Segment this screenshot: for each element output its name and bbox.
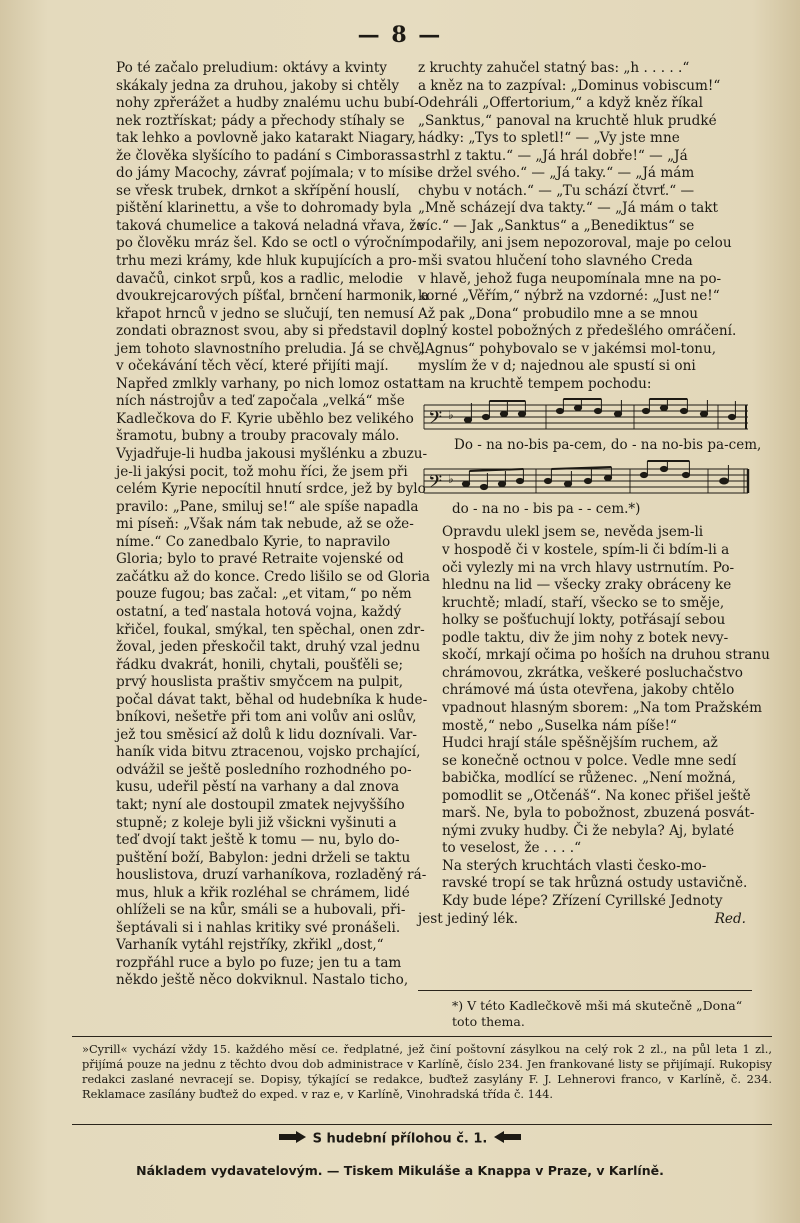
music-example: [418, 397, 762, 518]
text-line: někdo ještě něco dokviknul. Nastalo ticho,: [116, 972, 409, 989]
text-line: šeptávali si i nahlas kritiky své pronášeli.: [116, 919, 401, 936]
text-line: puštění boží, Babylon: jedni drželi se taktu: [116, 849, 411, 866]
text-line: Vyjadřuje-li hudba jakousi myšlénku a zbuzu-: [116, 446, 428, 463]
text-line: prvý houslista praštiv smyčcem na pulpit,: [116, 674, 404, 691]
text-line: zondati obraznost svou, aby si představil do-: [116, 323, 423, 340]
text-line: se vřesk trubek, drnkot a skřípění houslí,: [116, 182, 400, 199]
text-line: v hlavě, jehož fuga neupomínala mne na po-: [418, 270, 722, 287]
music-lyrics-line-1: Do - na no-bis pa-cem, do - na no-bis pa-cem,: [454, 437, 762, 454]
text-line: trhu mezi krámy, kde hluk kupujících a pro-: [116, 253, 417, 270]
text-line: Kdy bude lépe? Zřízení Cyrillské Jednoty: [442, 892, 723, 909]
text-line: Odehráli „Offertorium,“ a když kněz říkal: [418, 95, 703, 112]
text-line: podle taktu, div že jim nohy z botek nevy-: [442, 629, 729, 646]
notice-divider: [72, 1036, 772, 1037]
text-line: kruchtě; mladí, staří, všecko se to směje,: [442, 594, 725, 611]
text-line: nek roztřískat; pády a přechody stíhaly se: [116, 112, 405, 129]
left-column: [92, 60, 430, 990]
text-line: v hospodě či v kostele, spím-li či bdím-li a: [442, 542, 730, 559]
text-line: houslistova, druzí varhaníkova, rozladěný rá-: [116, 867, 427, 884]
text-line: nohy zpřerážet a hudby znalému uchu bubí-: [116, 95, 419, 112]
text-line: že člověka slyšícího to padání s Cimborassa: [116, 147, 418, 164]
text-line: takt; nyní ale dostoupil zmatek nejvyššího: [116, 796, 405, 813]
music-lyrics-line-2: do - na no - bis pa - - cem.*): [452, 500, 641, 517]
text-line: babička, modlící se růženec. „Není možná,: [442, 770, 736, 787]
text-line: pištění klarinettu, a vše to dohromady byla: [116, 200, 412, 217]
music-staff-1: [418, 397, 752, 437]
subscription-notice: »Cyrill« vychází vždy 15. každého měsí ce. ředplatné, jež činí poštovní zásylkou na celý rok 2 zl., na půl leta 1 zl., přijímá pouze na jednu z těchto dvou dob administrace v Karlíně, číslo 234. Jen frankované listy se přijímají. Rukopisy redakci zaslané nevracejí se. Dopisy, týkající se redakce, buďtež zasylány F. J. Lehnerovi franco, v Karlíně, č. 234. Reklamace zasílány buďtež do exped. v raz e, v Karlíně, Vinohradská třída č. 144.: [82, 1042, 772, 1101]
right-column: [418, 60, 770, 928]
text-line: jež tou směsicí až dolů k lidu doznívali. Var-: [116, 726, 417, 743]
right-paragraph-4-end: [418, 911, 752, 929]
text-line: holky se pošťuchují lokty, potřásají sebou: [442, 612, 726, 629]
svg-text:𝄢: 𝄢: [428, 471, 443, 497]
text-line: taková chumelice a taková neladná vřava, že: [116, 217, 425, 234]
text-line: z kruchty zahučel statný bas: „h . . . . .“: [418, 60, 690, 76]
supplement-line: [0, 1130, 800, 1148]
text-line: pomodlit se „Otčenáš“. Na konec přišel ještě: [442, 787, 751, 804]
text-line: tam na kruchtě tempem pochodu:: [418, 375, 652, 392]
text-line: Napřed zmlkly varhany, po nich lomoz ostat-: [116, 375, 423, 392]
text-line: teď dvojí takt ještě k tomu — nu, bylo do-: [116, 832, 400, 849]
right-paragraph-1: [418, 60, 752, 393]
text-line: davačů, cinkot srpů, kos a radlic, melodie: [116, 270, 404, 287]
text-line: mi píseň: „Však nám tak nebude, až se ože-: [116, 516, 414, 533]
left-paragraph-2: [92, 937, 409, 990]
text-line: víc.“ — Jak „Sanktus“ a „Benediktus“ se: [418, 217, 695, 234]
text-line: korné „Věřím,“ nýbrž na vzdorné: „Just ne!“: [418, 288, 720, 305]
text-line: pravilo: „Pane, smiluj se!“ ale spíše napadla: [116, 498, 419, 515]
text-line: „Agnus“ pohybovalo se v jakémsi mol-tonu,: [418, 340, 717, 357]
text-line: oči vylezly mi na vrch hlavy ustrnutím. Po-: [442, 559, 735, 576]
text-line: do jámy Macochy, závrať pojímala; v to mísil: [116, 165, 422, 182]
closing-line: jest jediný lék.: [418, 910, 519, 927]
text-line: Opravdu ulekl jsem se, nevěda jsem-li: [442, 524, 704, 541]
text-line: skákaly jedna za druhou, jakoby si chtěly: [116, 77, 400, 94]
text-line: tak lehko a povlovně jako katarakt Niagary,: [116, 130, 416, 147]
text-line: haník vida bitvu ztracenou, vojsko prchající,: [116, 744, 421, 761]
text-line: Varhaník vytáhl rejstříky, zkřikl „dost,“: [116, 937, 384, 954]
text-line: ostatní, a teď nastala hotová vojna, každý: [116, 603, 402, 620]
text-line: bníkovi, nešetře při tom ani volův ani oslův,: [116, 709, 417, 726]
text-line: plný kostel pobožných z předešlého omráčení.: [418, 323, 737, 340]
text-line: nými zvuky hudby. Či že nebyla? Aj, bylaté: [442, 822, 735, 839]
text-line: šramotu, bubny a trouby pracovaly málo.: [116, 428, 400, 445]
notice-bottom-divider: [72, 1124, 772, 1125]
text-line: Na sterých kruchtách vlasti česko-mo-: [442, 857, 707, 874]
text-line: po člověku mráz šel. Kdo se octl o výročním: [116, 235, 419, 252]
text-line: Gloria; bylo to pravé Retraite vojenské od: [116, 551, 404, 568]
text-line: vpadnout hlasným sborem: „Na tom Pražském: [442, 699, 762, 716]
text-line: je-li jakýsi pocit, tož mohu říci, že jsem při: [116, 463, 408, 480]
text-line: chrámové má ústa otevřena, jakoby chtělo: [442, 682, 735, 699]
svg-text:♭: ♭: [448, 408, 454, 423]
pointing-hand-right-icon: [278, 1130, 308, 1148]
text-line: křičel, foukal, smýkal, ten spěchal, onen zdr-: [116, 621, 425, 638]
text-line: „Mně scházejí dva takty.“ — „Já mám o takt: [418, 200, 718, 217]
text-line: níme.“ Co zanedbalo Kyrie, to napravilo: [116, 533, 391, 550]
text-line: stupně; z koleje byli již všickni vyšinuti a: [116, 814, 397, 831]
text-line: ravské tropí se tak hrůzná ostudy ustavičně.: [442, 875, 748, 892]
right-paragraph-3: [418, 735, 755, 858]
text-line: rozpřáhl ruce a bylo po fuze; jen tu a tam: [116, 954, 402, 971]
text-line: podařily, ani jsem nepozoroval, maje po celou: [418, 235, 732, 252]
text-line: to veselost, že . . . .“: [442, 840, 582, 857]
text-line: chrámovou, zkrátka, veškeré posluchačstvo: [442, 664, 743, 681]
text-line: počal dávat takt, běhal od hudebníka k hude-: [116, 691, 428, 708]
text-line: mostě,“ nebo „Suselka nám píše!“: [442, 717, 677, 734]
text-line: odvážil se ještě posledního rozhodného po-: [116, 761, 412, 778]
text-line: se držel svého.“ — „Já taky.“ — „Já mám: [418, 165, 695, 182]
text-line: Až pak „Dona“ probudilo mne a se mnou: [418, 305, 699, 322]
text-line: Po té začalo preludium: oktávy a kvinty: [116, 60, 387, 76]
text-line: řádku dvakrát, honili, chytali, poušťěli se;: [116, 656, 404, 673]
music-staff-2: [418, 461, 752, 501]
text-line: „Sanktus,“ panoval na kruchtě hluk prudké: [418, 112, 717, 129]
text-line: strhl z taktu.“ — „Já hrál dobře!“ — „Já: [418, 147, 688, 164]
footnote: *) V této Kadlečkově mši má skutečně „Dona“ toto thema.: [452, 998, 743, 1029]
text-line: ohlíželi se na kůr, smáli se a hubovali, při-: [116, 902, 406, 919]
text-line: Hudci hrají stále spěšnějším ruchem, až: [442, 735, 718, 752]
footnote-divider: [418, 990, 752, 991]
pointing-hand-left-icon: [492, 1130, 522, 1148]
text-line: žoval, jeden přeskočil takt, druhý vzal jednu: [116, 639, 421, 656]
text-line: celém Kyrie nepocítil hnutí srdce, jež by bylo: [116, 481, 426, 498]
right-paragraph-2: [418, 524, 770, 735]
text-line: hádky: „Tys to spletl!“ — „Vy jste mne: [418, 130, 680, 147]
text-line: pouze fugou; bas začal: „et vitam,“ po něm: [116, 586, 412, 603]
text-line: chybu v notách.“ — „Tu schází čtvrť.“ —: [418, 182, 695, 199]
right-paragraph-4: [418, 858, 752, 911]
text-line: skočí, mrkají očima po hoších na druhou stranu: [442, 647, 770, 664]
text-line: hlednu na lid — všecky zraky obráceny ke: [442, 577, 732, 594]
text-line: se konečně octnou v polce. Vedle mne sedí: [442, 752, 737, 769]
text-line: v očekávání těch věcí, které přijíti mají.: [116, 358, 389, 375]
text-line: křapot hrnců v jedno se slučují, ten nemusí: [116, 305, 414, 322]
publisher-line: Nákladem vydavatelovým. — Tiskem Mikuláše a Knappa v Praze, v Karlíně.: [136, 1163, 664, 1178]
text-line: Kadlečkova do F. Kyrie uběhlo bez velikého: [116, 410, 414, 427]
text-line: kusu, udeřil pěstí na varhany a dal znova: [116, 779, 400, 796]
text-line: ních nástrojův a teď započala „velká“ mše: [116, 393, 405, 410]
text-line: začátku až do konce. Credo lišilo se od Gloria: [116, 568, 430, 585]
svg-text:𝄢: 𝄢: [428, 408, 443, 434]
signature: Red.: [714, 910, 746, 927]
text-line: marš. Ne, byla to pobožnost, zbuzená posvát-: [442, 805, 755, 822]
page-number: — 8 —: [357, 22, 443, 48]
supplement-text: S hudební přílohou č. 1.: [312, 1131, 488, 1147]
text-line: a kněz na to zazpíval: „Dominus vobiscum!“: [418, 77, 721, 94]
text-line: jem tohoto slavnostního preludia. Já se chvěl: [116, 340, 425, 357]
text-line: dvoukrejcarových píšťal, brnčení harmonik, a: [116, 288, 429, 305]
left-paragraph-1: [92, 60, 430, 937]
text-line: myslím že v d; najednou ale spustí si oni: [418, 358, 696, 375]
text-line: mus, hluk a křik rozléhal se chrámem, lidé: [116, 884, 410, 901]
svg-text:♭: ♭: [448, 471, 454, 486]
text-line: mši svatou hlučení toho slavného Creda: [418, 253, 693, 270]
